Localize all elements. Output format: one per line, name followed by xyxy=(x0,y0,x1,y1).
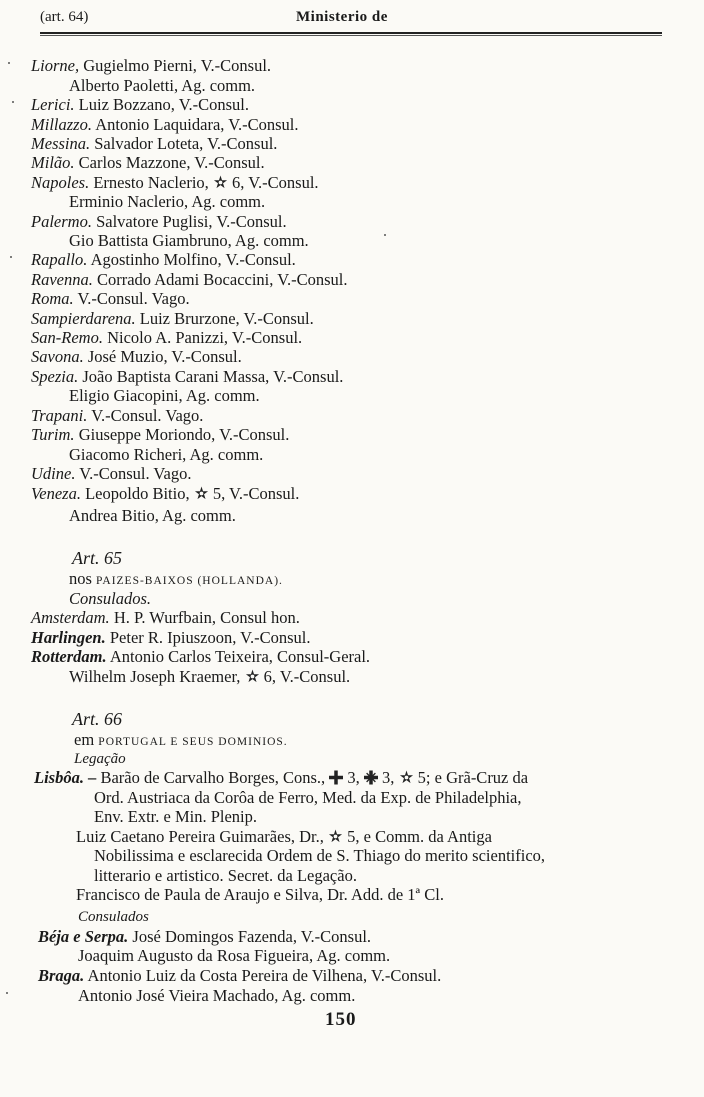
list-item xyxy=(31,134,277,154)
order-star-icon xyxy=(194,486,209,502)
place-name: Rotterdam. xyxy=(31,647,107,666)
consul-title: 6, V.-Consul. xyxy=(232,173,319,192)
consul-name: Gugielmo Pierni, V.-Consul. xyxy=(83,56,272,75)
list-item xyxy=(69,667,350,687)
consul-name: Luiz Caetano Pereira Guimarães, Dr., xyxy=(76,827,324,846)
place-name: Millazzo. xyxy=(31,115,92,134)
list-item xyxy=(31,309,314,329)
header-rule xyxy=(40,32,662,34)
list-item xyxy=(31,270,348,290)
list-item xyxy=(31,628,310,648)
cross-pattee-icon xyxy=(329,770,343,785)
consul-name: Luiz Bozzano, V.-Consul. xyxy=(78,95,250,114)
order-star-icon xyxy=(328,829,343,845)
consul-name: Agostinho Molfino, V.-Consul. xyxy=(90,250,296,269)
order-star-icon xyxy=(245,669,260,685)
list-item xyxy=(69,506,236,526)
list-item xyxy=(31,608,300,628)
consul-name: Erminio Naclerio, Ag. comm. xyxy=(69,192,266,211)
legation-entry xyxy=(76,827,492,847)
list-item xyxy=(31,115,299,135)
place-name: Spezia. xyxy=(31,367,79,386)
list-item xyxy=(78,946,390,966)
consul-name: Peter R. Ipiuszoon, V.-Consul. xyxy=(109,628,311,647)
header-article-ref: (art. 64) xyxy=(40,9,89,25)
list-item xyxy=(31,425,289,445)
decoration-text: 5; e Grã-Cruz da xyxy=(417,768,529,787)
list-item xyxy=(31,406,203,426)
article-heading: Art. 66 xyxy=(72,709,123,729)
consul-name: Salvador Loteta, V.-Consul. xyxy=(94,134,278,153)
page-number: 150 xyxy=(325,1009,357,1030)
cross-pattee-icon xyxy=(364,770,378,785)
order-star-icon xyxy=(213,175,228,191)
consul-name: Salvatore Puglisi, V.-Consul. xyxy=(96,212,287,231)
place-name: Rapallo. xyxy=(31,250,88,269)
consul-name: Antonio José Vieira Machado, Ag. comm. xyxy=(78,986,356,1005)
country-name: PORTUGAL E SEUS DOMINIOS. xyxy=(98,736,288,748)
consul-name: João Baptista Carani Massa, V.-Consul. xyxy=(82,367,344,386)
consul-name: Giacomo Richeri, Ag. comm. xyxy=(69,445,264,464)
list-item xyxy=(31,56,271,76)
list-item xyxy=(31,153,265,173)
scan-speck xyxy=(6,992,8,994)
place-name: Harlingen. xyxy=(31,628,106,647)
place-name: Liorne, xyxy=(31,56,80,75)
list-item xyxy=(38,966,441,986)
consul-name: Nicolo A. Panizzi, V.-Consul. xyxy=(107,328,303,347)
place-name: Turim. xyxy=(31,425,75,444)
list-item xyxy=(31,250,296,270)
consul-name: H. P. Wurfbain, Consul hon. xyxy=(113,608,300,627)
scan-speck xyxy=(12,101,14,103)
list-item xyxy=(31,464,191,484)
consul-name: Eligio Giacopini, Ag. comm. xyxy=(69,386,260,405)
consul-name: Antonio Luiz da Costa Pereira de Vilhena, V.-Consul. xyxy=(87,966,442,985)
list-item xyxy=(31,347,242,367)
header-rule-thin xyxy=(40,35,662,36)
place-name: Lerici. xyxy=(31,95,75,114)
consul-name: Andrea Bitio, Ag. comm. xyxy=(69,506,236,525)
section-heading: Consulados. xyxy=(69,589,152,608)
consul-name: V.-Consul. Vago. xyxy=(79,464,192,483)
decoration-grade: 3, xyxy=(347,768,360,787)
place-name: Roma. xyxy=(31,289,74,308)
country-name: PAIZES-BAIXOS (HOLLANDA). xyxy=(96,575,283,587)
consul-title: 6, V.-Consul. xyxy=(263,667,351,686)
legation-entry xyxy=(34,768,528,788)
place-name: Savona. xyxy=(31,347,84,366)
consul-name: Gio Battista Giambruno, Ag. comm. xyxy=(69,231,309,250)
place-name: Messina. xyxy=(31,134,91,153)
list-item xyxy=(31,212,287,232)
consul-name: Joaquim Augusto da Rosa Figueira, Ag. comm. xyxy=(78,946,391,965)
consul-name: Antonio Laquidara, V.-Consul. xyxy=(95,115,299,134)
place-name: Palermo. xyxy=(31,212,92,231)
place-name: Trapani. xyxy=(31,406,88,425)
list-item xyxy=(38,927,371,947)
legation-entry-cont: litterario e artistico. Secret. da Legação. xyxy=(94,866,357,885)
list-item xyxy=(69,231,309,251)
header-title: Ministerio de xyxy=(296,9,388,25)
consul-name: Alberto Paoletti, Ag. comm. xyxy=(69,76,256,95)
consul-name: V.-Consul. Vago. xyxy=(91,406,204,425)
consul-name: Giuseppe Moriondo, V.-Consul. xyxy=(78,425,290,444)
consul-name: Antonio Carlos Teixeira, Consul-Geral. xyxy=(109,647,371,666)
consul-title: 5, e Comm. da Antiga xyxy=(347,827,492,846)
list-item xyxy=(31,95,249,115)
order-star-icon xyxy=(399,770,414,786)
consul-name: Luiz Brurzone, V.-Consul. xyxy=(139,309,314,328)
list-item xyxy=(78,986,355,1006)
list-item xyxy=(31,173,319,193)
place-name: Napoles. xyxy=(31,173,90,192)
consul-name: Ernesto Naclerio, xyxy=(93,173,209,192)
consul-name: Corrado Adami Bocaccini, V.-Consul. xyxy=(96,270,348,289)
scan-speck xyxy=(8,62,10,64)
list-item xyxy=(31,647,370,667)
place-name: Ravenna. xyxy=(31,270,93,289)
list-item xyxy=(31,367,343,387)
place-name: Braga. xyxy=(38,966,85,985)
consul-name: V.-Consul. Vago. xyxy=(77,289,190,308)
consul-title: 5, V.-Consul. xyxy=(212,484,300,503)
section-heading: Legação xyxy=(74,751,126,767)
list-item xyxy=(69,386,260,406)
place-name: Béja e Serpa. xyxy=(38,927,129,946)
scan-speck xyxy=(10,256,12,258)
country-prefix: em xyxy=(74,730,95,749)
place-name: Lisbôa. – xyxy=(34,768,97,787)
consul-name: José Domingos Fazenda, V.-Consul. xyxy=(132,927,372,946)
article-heading: Art. 65 xyxy=(72,548,123,568)
consul-name: Wilhelm Joseph Kraemer, xyxy=(69,667,241,686)
place-name: Amsterdam. xyxy=(31,608,110,627)
place-name: Milão. xyxy=(31,153,75,172)
section-heading: Consulados xyxy=(78,909,149,925)
country-prefix: nos xyxy=(69,569,92,588)
legation-entry-cont: Nobilissima e esclarecida Ordem de S. Thiago do merito scientifico, xyxy=(94,846,546,865)
place-name: San-Remo. xyxy=(31,328,103,347)
list-item xyxy=(69,445,263,465)
list-item xyxy=(31,484,299,504)
consul-name: José Muzio, V.-Consul. xyxy=(87,347,242,366)
legation-entry-cont: Env. Extr. e Min. Plenip. xyxy=(94,807,258,826)
consul-name: Barão de Carvalho Borges, Cons., xyxy=(100,768,326,787)
decoration-grade: 3, xyxy=(382,768,395,787)
scan-speck xyxy=(384,234,386,236)
country-heading xyxy=(69,569,283,591)
list-item xyxy=(69,192,265,212)
running-header xyxy=(40,9,662,31)
list-item xyxy=(31,289,190,309)
legation-entry-cont: Ord. Austriaca da Corôa de Ferro, Med. da Exp. de Philadelphia, xyxy=(94,788,522,807)
consul-name: Leopoldo Bitio, xyxy=(85,484,190,503)
place-name: Veneza. xyxy=(31,484,81,503)
place-name: Sampierdarena. xyxy=(31,309,136,328)
list-item xyxy=(69,76,255,96)
place-name: Udine. xyxy=(31,464,76,483)
list-item xyxy=(31,328,302,348)
consul-name: Carlos Mazzone, V.-Consul. xyxy=(78,153,265,172)
legation-entry: Francisco de Paula de Araujo e Silva, Dr. Add. de 1ª Cl. xyxy=(76,885,444,904)
